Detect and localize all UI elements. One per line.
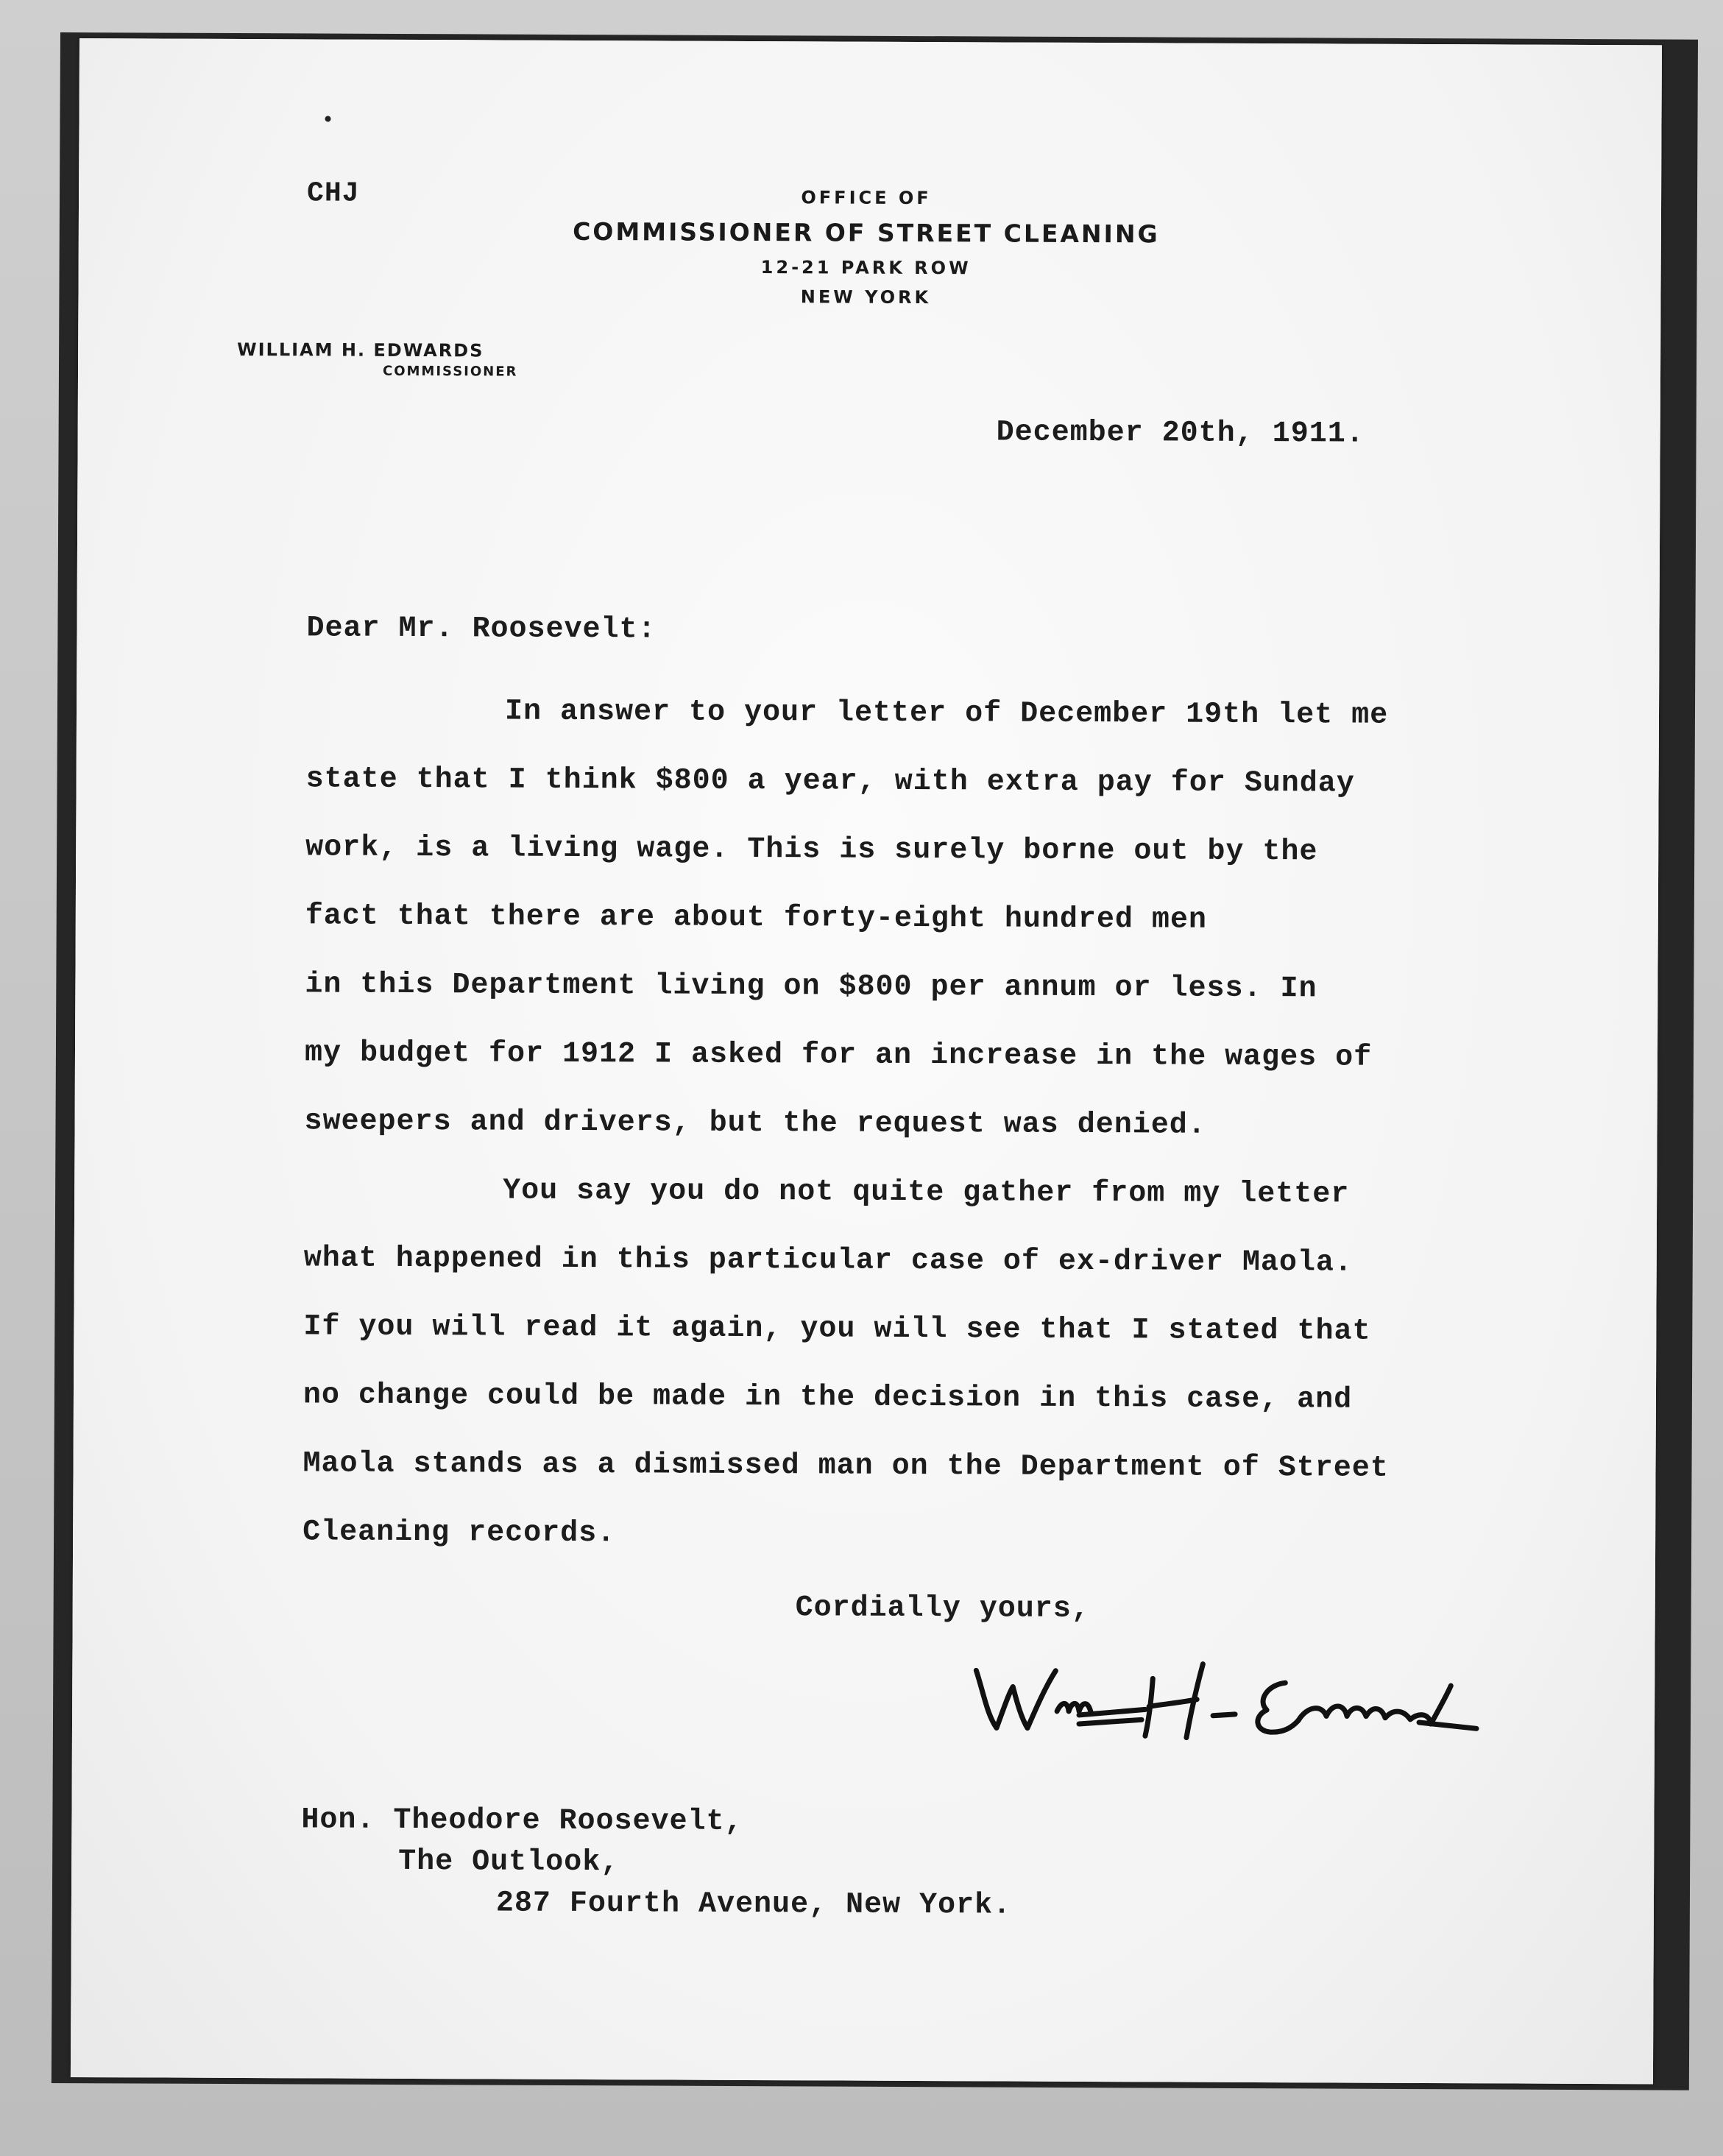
body-line: state that I think $800 a year, with extra pay for Sunday [305,763,1355,801]
body-line: in this Department living on $800 per annum or less. In [305,968,1317,1006]
closing: Cordially yours, [795,1591,1090,1627]
body-line: no change could be made in the decision in this case, and [303,1379,1353,1417]
recipient-street: 287 Fourth Avenue, New York. [495,1887,1012,1923]
letterhead-address: 12-21 PARK ROW [760,257,972,279]
body-line: work, is a living wage. This is surely borne out by the [305,831,1318,869]
letter-sheet [71,38,1662,2084]
letterhead-office-of: OFFICE OF [801,187,932,209]
recipient-address [301,1800,1012,1926]
handwritten-signature [969,1641,1485,1753]
body-line: You say you do not quite gather from my letter [503,1174,1350,1212]
body-line: my budget for 1912 I asked for an increase in the wages of [304,1036,1373,1075]
reference-initials: CHJ [306,177,360,210]
letter-body [303,676,1392,1571]
salutation: Dear Mr. Roosevelt: [306,612,657,647]
sender-title: COMMISSIONER [382,363,518,380]
ink-speck [325,116,331,121]
body-line: what happened in this particular case of ex-driver Maola. [303,1242,1354,1280]
letterhead-city: NEW YORK [800,286,932,308]
letterhead-commissioner: COMMISSIONER OF STREET CLEANING [573,216,1160,249]
body-line: fact that there are about forty-eight hundred men [305,899,1208,937]
body-line: In answer to your letter of December 19th let me [504,695,1389,732]
letter-date: December 20th, 1911. [996,416,1365,451]
body-line: sweepers and drivers, but the request was denied. [304,1105,1206,1142]
sender-name: WILLIAM H. EDWARDS [237,339,484,361]
body-line: Cleaning records. [303,1516,616,1551]
body-line: If you will read it again, you will see that I stated that [303,1310,1371,1349]
body-line: Maola stands as a dismissed man on the Department of Street [303,1447,1389,1485]
recipient-organization: The Outlook, [398,1845,620,1880]
letterhead [505,186,1227,309]
recipient-name: Hon. Theodore Roosevelt, [301,1803,743,1839]
